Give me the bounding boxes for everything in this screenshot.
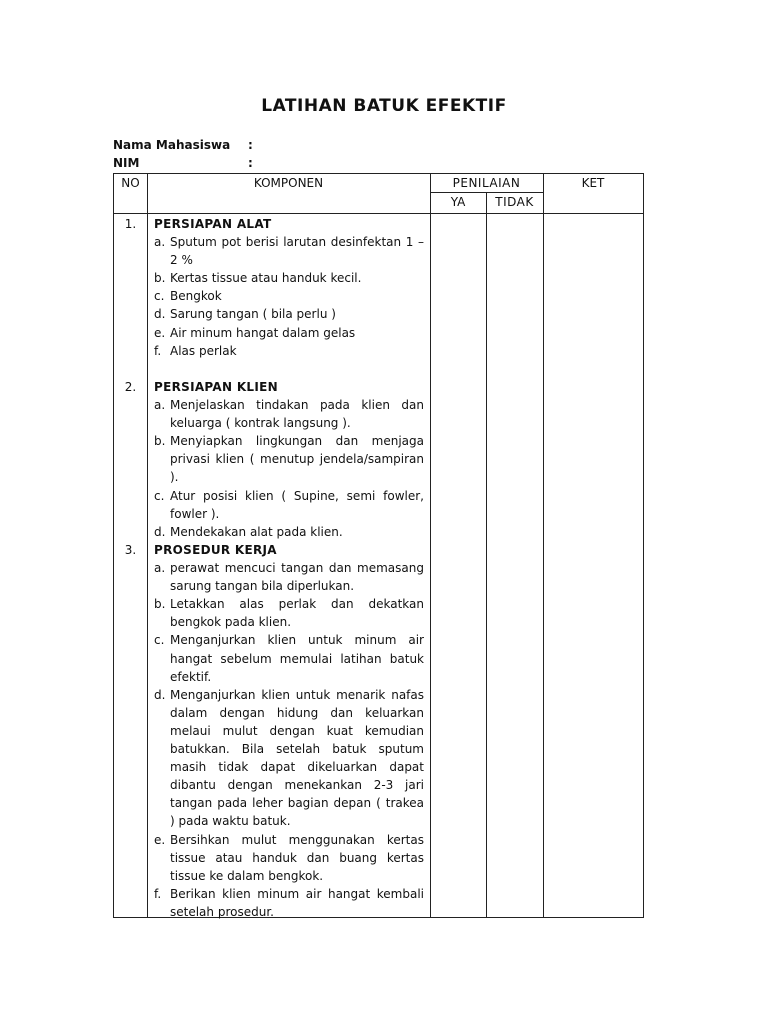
list-item — [154, 559, 424, 595]
header-ya: YA — [450, 195, 466, 209]
item-text: Menjelaskan tindakan pada klien dan keluarga ( kontrak langsung ). — [170, 398, 424, 431]
item-text: Sarung tangan ( bila perlu ) — [170, 307, 336, 322]
penilaian-subheader-line — [430, 192, 543, 193]
item-letter: a. — [154, 235, 166, 250]
column-divider-komponen — [430, 174, 431, 917]
student-name-row — [113, 138, 253, 152]
item-text: Alas perlak — [170, 343, 237, 358]
header-ket: KET — [581, 176, 605, 190]
column-divider-no — [147, 174, 148, 917]
item-text: Mendekakan alat pada klien. — [170, 524, 343, 539]
item-letter: f. — [154, 343, 162, 358]
item-text: Atur posisi klien ( Supine, semi fowler, fowler ). — [170, 488, 424, 521]
section-prosedur-kerja — [154, 541, 424, 921]
section-title: PROSEDUR KERJA — [154, 543, 277, 557]
header-komponen: KOMPONEN — [253, 176, 324, 190]
assessment-table — [113, 173, 644, 918]
list-item — [154, 523, 424, 541]
item-text: Letakkan alas perlak dan dekatkan bengkok pada klien. — [170, 597, 424, 630]
item-text: Bersihkan mulut menggunakan kertas tissue atau handuk dan buang kertas tissue ke dalam bengkok. — [170, 832, 424, 883]
item-text: Bengkok — [170, 289, 222, 304]
item-letter: c. — [154, 488, 165, 503]
item-text: Air minum hangat dalam gelas — [170, 325, 356, 340]
header-no: NO — [121, 176, 140, 190]
item-letter: d. — [154, 307, 166, 322]
section-persiapan-klien — [154, 378, 424, 541]
list-item — [154, 885, 424, 921]
item-letter: b. — [154, 597, 166, 612]
item-letter: b. — [154, 434, 166, 449]
student-name-colon: : — [248, 138, 253, 152]
header-bottom-line — [114, 213, 643, 214]
page-title: LATIHAN BATUK EFEKTIF — [261, 96, 507, 116]
column-divider-ya — [486, 192, 487, 917]
section-number: 3. — [124, 543, 137, 557]
item-letter: c. — [154, 633, 165, 648]
section-title: PERSIAPAN KLIEN — [154, 380, 278, 394]
item-letter: d. — [154, 524, 166, 539]
item-text: perawat mencuci tangan dan memasang sarung tangan bila diperlukan. — [170, 561, 424, 594]
list-item — [154, 396, 424, 432]
list-item — [154, 686, 424, 831]
item-text: Menyiapkan lingkungan dan menjaga privasi klien ( menutup jendela/sampiran ). — [170, 434, 424, 485]
section-title: PERSIAPAN ALAT — [154, 217, 272, 231]
item-text: Berikan klien minum air hangat kembali setelah prosedur. — [170, 886, 424, 919]
section-number: 1. — [124, 217, 137, 231]
student-name-label: Nama Mahasiswa — [113, 138, 231, 152]
item-letter: e. — [154, 832, 166, 847]
item-letter: c. — [154, 289, 165, 304]
nim-colon: : — [248, 156, 253, 170]
column-divider-penilaian — [543, 174, 544, 917]
list-item — [154, 342, 424, 360]
list-item — [154, 287, 424, 305]
list-item — [154, 487, 424, 523]
list-item — [154, 595, 424, 631]
list-item — [154, 631, 424, 685]
list-item — [154, 305, 424, 323]
item-text: Kertas tissue atau handuk kecil. — [170, 271, 362, 286]
header-penilaian: PENILAIAN — [452, 176, 521, 190]
section-persiapan-alat — [154, 215, 424, 360]
item-text: Menganjurkan klien untuk minum air hangat sebelum memulai latihan batuk efektif. — [170, 633, 424, 684]
list-item — [154, 432, 424, 486]
item-letter: e. — [154, 325, 166, 340]
item-letter: b. — [154, 271, 166, 286]
item-letter: f. — [154, 886, 162, 901]
nim-row — [113, 156, 253, 170]
item-letter: a. — [154, 398, 166, 413]
header-tidak: TIDAK — [495, 195, 534, 209]
nim-label: NIM — [113, 156, 140, 170]
item-letter: a. — [154, 561, 166, 576]
list-item — [154, 324, 424, 342]
item-text: Sputum pot berisi larutan desinfektan 1 – 2 % — [170, 235, 424, 268]
item-text: Menganjurkan klien untuk menarik nafas dalam dengan hidung dan keluarkan melaui mulut dengan kuat kemudian batukkan. Bila setelah batuk sputum masih tidak dapat dikeluarkan dapat dibantu dengan menekankan 2-3 jari tangan pada leher bagian depan ( trakea ) pada waktu batuk. — [170, 687, 424, 829]
item-letter: d. — [154, 687, 166, 702]
list-item — [154, 831, 424, 885]
section-number: 2. — [124, 380, 137, 394]
list-item — [154, 269, 424, 287]
list-item — [154, 233, 424, 269]
